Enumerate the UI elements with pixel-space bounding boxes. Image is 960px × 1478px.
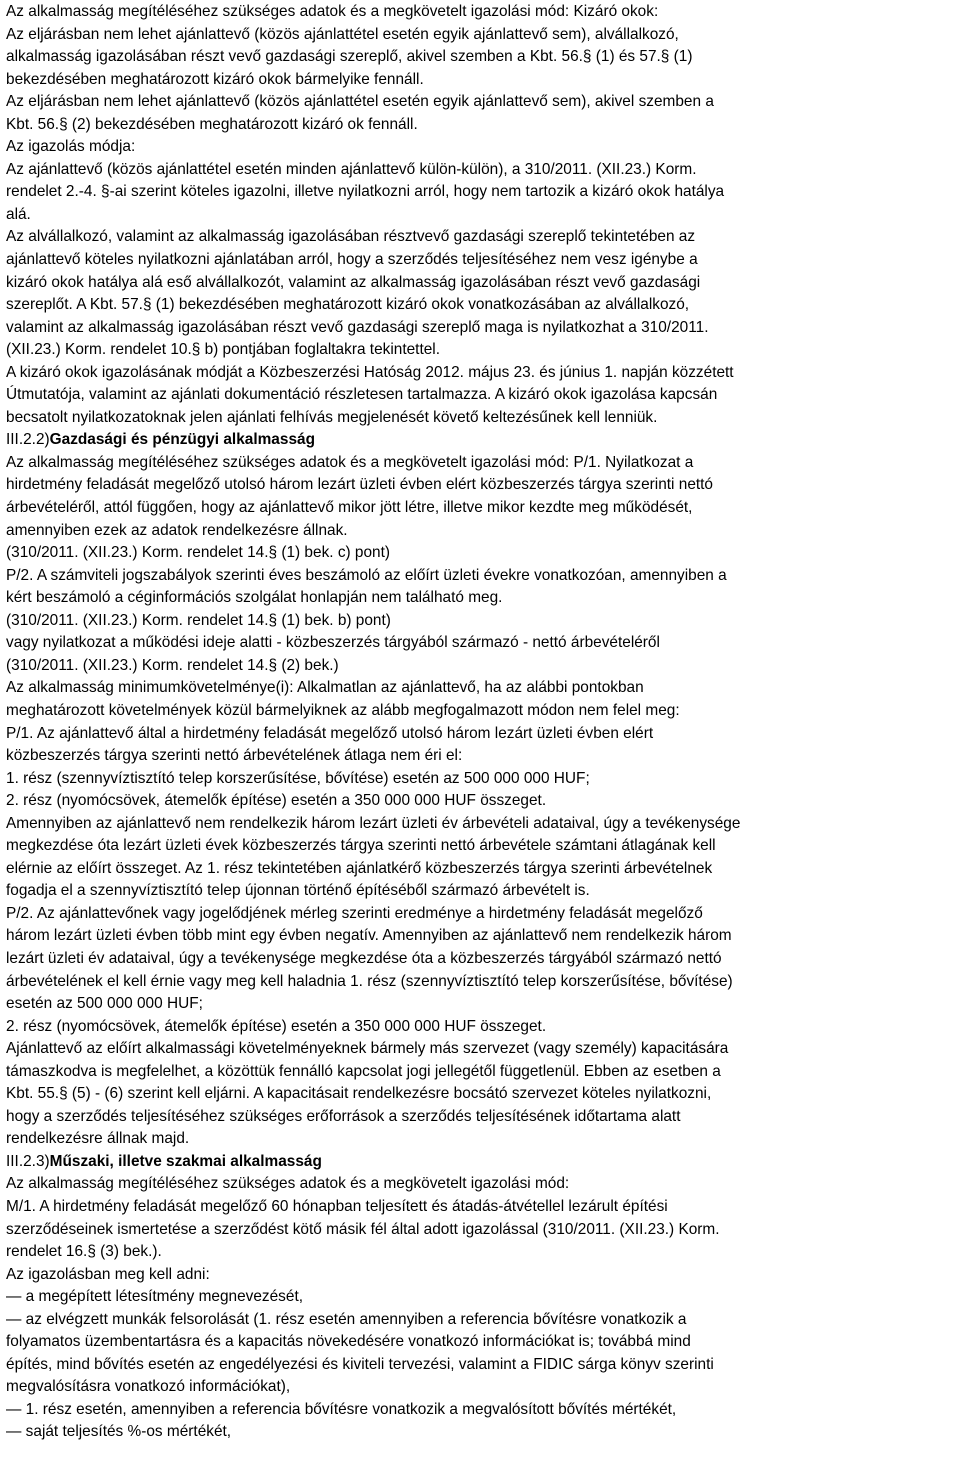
text-line: elérnie az előírt összeget. Az 1. rész tekintetében ajánlatkérő közbeszerzés tárgya szerinti árbevételnek — [6, 859, 713, 877]
text-line: (310/2011. (XII.23.) Korm. rendelet 14.§ (2) bek.) — [6, 656, 339, 674]
text-line: kért beszámoló a céginformációs szolgálat honlapján nem található meg. — [6, 589, 503, 607]
text-line: megkezdése óta lezárt üzleti évek közbeszerzés tárgya szerinti nettó árbevétele számtani átlagának kell — [6, 837, 716, 855]
text-line: építés, mind bővítés esetén az engedélyezési és kiviteli tervezési, valamint a FIDIC sárga könyv szerinti — [6, 1355, 714, 1373]
text-line: támaszkodva is megfelelhet, a közöttük fennálló kapcsolat jogi jellegétől függetlenül. Ebben az esetben a — [6, 1062, 721, 1080]
text-line: meghatározott követelmények közül bármelyiknek az alább megfogalmazott módon nem felel meg: — [6, 701, 680, 719]
text-line: megvalósításra vonatkozó információkat), — [6, 1378, 291, 1396]
text-line: három lezárt üzleti évben több mint egy évben negatív. Amennyiben az ajánlattevő nem rendelkezik három — [6, 927, 732, 945]
text-line: hogy a szerződés teljesítéséhez szükséges erőforrások a szerződés teljesítésének időtartama alatt — [6, 1107, 681, 1125]
text-line: M/1. A hirdetmény feladását megelőző 60 hónapban teljesített és átadás-átvétellel lezárult építési — [6, 1197, 668, 1215]
text-line: hirdetmény feladását megelőző utolsó három lezárt üzleti évben elért közbeszerzés tárgya szerinti nettó — [6, 476, 714, 494]
section-heading — [6, 1151, 954, 1174]
text-line: P/2. Az ajánlattevőnek vagy jogelődjének mérleg szerinti eredménye a hirdetmény feladását megelőző — [6, 904, 703, 922]
text-line: szereplőt. A Kbt. 57.§ (1) bekezdésében meghatározott kizáró okok vonatkozásában az alvállalkozó, — [6, 296, 690, 314]
text-line: Kbt. 56.§ (2) bekezdésében meghatározott kizáró ok fennáll. — [6, 115, 418, 133]
text-line: valamint az alkalmasság igazolásában részt vevő gazdasági szereplő maga is nyilatkozhat a 310/2011. — [6, 318, 709, 336]
text-line: 2. rész (nyomócsövek, átemelők építése) esetén a 350 000 000 HUF összeget. — [6, 1017, 547, 1035]
list-item: — az elvégzett munkák felsorolását (1. rész esetén amennyiben a referencia bővítésre vonatkozik a — [6, 1310, 687, 1328]
text-line: Az alvállalkozó, valamint az alkalmasság igazolásában résztvevő gazdasági szereplő tekintetében az — [6, 228, 696, 246]
list-item: — 1. rész esetén, amennyiben a referencia bővítésre vonatkozik a megvalósított bővítés mértékét, — [6, 1400, 677, 1418]
text-line: rendelet 2.-4. §-ai szerint köteles igazolni, illetve nyilatkozni arról, hogy nem tartozik a kizáró okok hatálya — [6, 183, 725, 201]
section-number: III.2.3) — [6, 1152, 50, 1170]
text-line: (310/2011. (XII.23.) Korm. rendelet 14.§ (1) bek. b) pont) — [6, 611, 391, 629]
text-line: Az eljárásban nem lehet ajánlattevő (közös ajánlattétel esetén egyik ajánlattevő sem), alvállalkozó, — [6, 25, 679, 43]
text-line: kizáró okok hatálya alá eső alvállalkozót, valamint az alkalmasság igazolásában részt vevő gazdasági — [6, 273, 701, 291]
list-item: — a megépített létesítmény megnevezését, — [6, 1288, 304, 1306]
text-line: ajánlattevő köteles nyilatkozni ajánlatában arról, hogy a szerződés teljesítéséhez nem vesz igénybe a — [6, 251, 698, 269]
text-line: Az alkalmasság megítéléséhez szükséges adatok és a megkövetelt igazolási mód: P/1. Nyilatkozat a — [6, 453, 694, 471]
section-title: Műszaki, illetve szakmai alkalmasság — [49, 1152, 322, 1170]
text-line: Az alkalmasság megítéléséhez szükséges adatok és a megkövetelt igazolási mód: Kizáró okok: — [6, 3, 659, 20]
text-line: Az alkalmasság minimumkövetelménye(i): Alkalmatlan az ajánlattevő, ha az alábbi pontokban — [6, 679, 644, 697]
text-line: Az igazolásban meg kell adni: — [6, 1265, 210, 1283]
text-line: becsatolt nyilatkozatoknak jelen ajánlati felhívás megjelenését követő keltezésűnek kell lenniük. — [6, 408, 658, 426]
text-line: esetén az 500 000 000 HUF; — [6, 995, 203, 1013]
text-line: Útmutatója, valamint az ajánlati dokumentáció részletesen tartalmazza. A kizáró okok igazolása kapcsán — [6, 386, 718, 404]
text-line: rendelkezésre állnak majd. — [6, 1130, 190, 1148]
section-number: III.2.2) — [6, 431, 50, 449]
list-item: — saját teljesítés %-os mértékét, — [6, 1423, 232, 1441]
text-line: rendelet 16.§ (3) bek.). — [6, 1243, 162, 1261]
text-line: (310/2011. (XII.23.) Korm. rendelet 14.§ (1) bek. c) pont) — [6, 544, 391, 562]
text-line: P/1. Az ajánlattevő által a hirdetmény feladását megelőző utolsó három lezárt üzleti évben elért — [6, 724, 654, 742]
text-line: Az igazolás módja: — [6, 138, 136, 156]
text-line: bekezdésében meghatározott kizáró okok bármelyike fennáll. — [6, 70, 424, 88]
section-heading — [6, 429, 954, 452]
text-line: közbeszerzés tárgya szerinti nettó árbevételének átlaga nem éri el: — [6, 747, 463, 765]
text-line: árbevételének el kell érnie vagy meg kell haladnia 1. rész (szennyvíztisztító telep korszerűsítése, bővítése) — [6, 972, 733, 990]
text-line: szerződéseinek ismertetése a szerződést kötő másik fél által adott igazolással (310/2011. (XII.23.) Korm. — [6, 1220, 720, 1238]
text-line: Ajánlattevő az előírt alkalmassági követelményeknek bármely más szervezet (vagy személy) kapacitására — [6, 1040, 729, 1058]
text-line: Az eljárásban nem lehet ajánlattevő (közös ajánlattétel esetén egyik ajánlattevő sem), akivel szemben a — [6, 93, 714, 111]
text-line: lezárt üzleti év adataival, úgy a tevékenysége megkezdése óta a közbeszerzés tárgyából származó nettó — [6, 949, 722, 967]
text-line: Az alkalmasság megítéléséhez szükséges adatok és a megkövetelt igazolási mód: — [6, 1175, 570, 1193]
text-line: vagy nyilatkozat a működési ideje alatti - közbeszerzés tárgyából származó - nettó árbevételéről — [6, 634, 660, 652]
text-line: amennyiben ezek az adatok rendelkezésre állnak. — [6, 521, 348, 539]
text-line: folyamatos üzembentartásra és a kapacitás növekedésére vonatkozó információkat is; továbbá mind — [6, 1333, 691, 1351]
text-line: (XII.23.) Korm. rendelet 10.§ b) pontjában foglaltakra tekintettel. — [6, 341, 440, 359]
text-line: alá. — [6, 205, 31, 223]
text-line: 2. rész (nyomócsövek, átemelők építése) esetén a 350 000 000 HUF összeget. — [6, 792, 547, 810]
text-line: Az ajánlattevő (közös ajánlattétel esetén minden ajánlattevő külön-külön), a 310/2011. (XII.23.) Korm. — [6, 160, 697, 178]
section-title: Gazdasági és pénzügyi alkalmasság — [49, 431, 315, 449]
text-line: 1. rész (szennyvíztisztító telep korszerűsítése, bővítése) esetén az 500 000 000 HUF; — [6, 769, 590, 787]
text-line: árbevételéről, attól függően, hogy az ajánlattevő mikor jött létre, illetve mikor kezdte meg működését, — [6, 499, 693, 517]
text-line: A kizáró okok igazolásának módját a Közbeszerzési Hatóság 2012. május 23. és június 1. napján közzétett — [6, 363, 734, 381]
text-line: Kbt. 55.§ (5) - (6) szerint kell eljárni. A kapacitásait rendelkezésre bocsátó szervezet köteles nyilatkozni, — [6, 1085, 712, 1103]
text-line: alkalmasság igazolásában részt vevő gazdasági szereplő, akivel szemben a Kbt. 56.§ (1) és 57.§ (1) — [6, 48, 693, 66]
text-line: P/2. A számviteli jogszabályok szerinti éves beszámoló az előírt üzleti évekre vonatkozóan, amennyiben a — [6, 566, 727, 584]
text-line: Amennyiben az ajánlattevő nem rendelkezik három lezárt üzleti év árbevételi adataival, úgy a tevékenysége — [6, 814, 741, 832]
text-line: fogadja el a szennyvíztisztító telep újonnan történő építéséből származó árbevételt is. — [6, 882, 590, 900]
